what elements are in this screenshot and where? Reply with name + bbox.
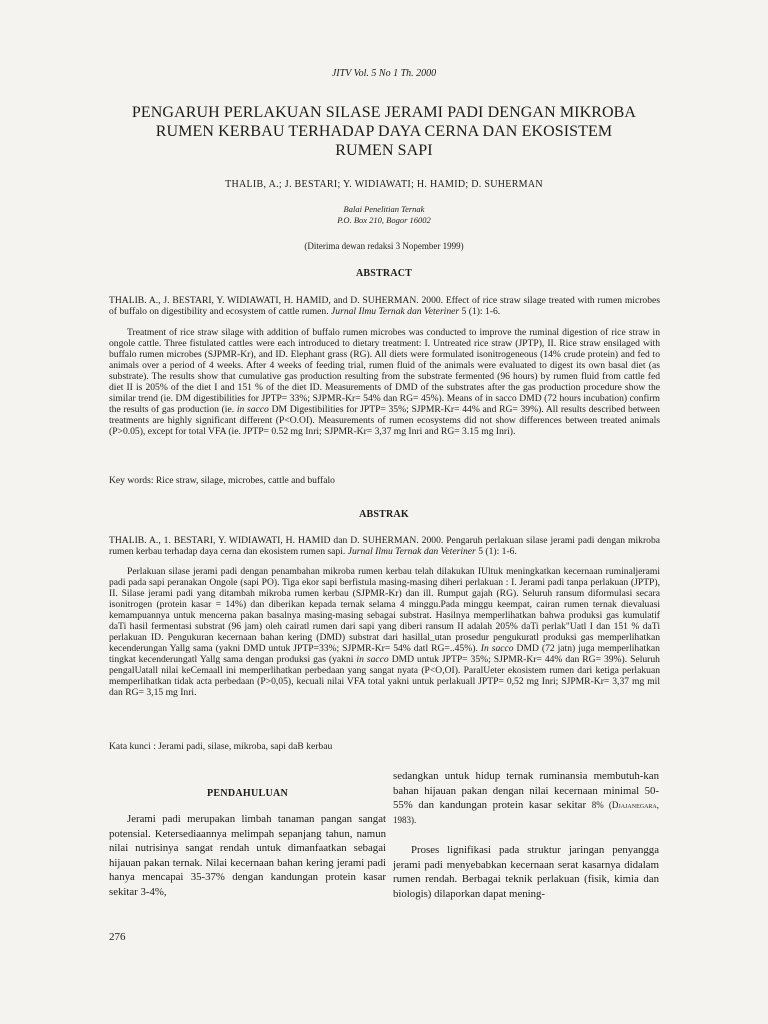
abstract-body [109, 327, 660, 437]
page-number: 276 [109, 931, 126, 943]
abstract-text: DM Digestibilities for JPTP= 35%; SJPMR-Kr= 44% and RG= 39%). All results described between treatments are highly significant different (P<O.OI). Measurements of rumen ecosystems did not show differences between treated animals (P>0.05), except for total VFA (ie. JPTP= 0.52 mg Inri; SJPMR-Kr= 3,37 mg Inri and RG= 3.15 mg Inri). [109, 404, 660, 437]
abstrak-citation [109, 535, 660, 557]
intro-text: Jerami padi merupakan limbah tanaman pangan sangat potensial. Ketersediaannya melimpah sepanjang tahun, namun nilai nutrisinya sangat rendah untuk dimanfaatkan sebagai hijauan pakan ternak. Nilai kecernaan bahan kering jerami padi hanya mencapai 35-37% dengan kandungan protein kasar sekitar 3-4%, [109, 813, 386, 898]
intro-right-paragraph-2 [393, 843, 659, 901]
paper-title [100, 103, 668, 160]
institution: Balai Penelitian Ternak [343, 204, 425, 214]
address: P.O. Box 210, Bogor 16002 [337, 215, 431, 225]
received-date: (Diterima dewan redaksi 3 Nopember 1999) [304, 241, 464, 251]
abstrak-keywords: Kata kunci : Jerami padi, silase, mikroba, sapi daB kerbau [109, 741, 333, 752]
author-list: THALIB, A.; J. BESTARI; Y. WIDIAWATI; H. HAMID; D. SUHERMAN [225, 179, 543, 190]
intro-left-paragraph [109, 812, 386, 899]
citation-tail: 5 (1): 1-6. [478, 546, 517, 557]
title-line: PENGARUH PERLAKUAN SILASE JERAMI PADI DENGAN MIKROBA [131, 104, 637, 121]
citation-journal: Jurnal Ilmu Ternak dan Veteriner [347, 546, 476, 557]
intro-text: Proses lignifikasi pada struktur jaringan penyangga jerami padi menyebabkan kecernaan serat kasarnya didalam rumen rendah. Berbagai teknik perlakuan (fisik, kimia dan biologis) dilaporkan dapat mening- [393, 844, 659, 900]
journal-header: JITV Vol. 5 No 1 Th. 2000 [331, 68, 437, 79]
citation-text: THALIB. A., 1. BESTARI, Y. WIDIAWATI, H. HAMID dan D. SUHERMAN. 2000. Pengaruh perlakuan silase jerami padi dengan mikroba rumen kerbau terhadap daya cerna dan ekosistem rumen sapi. [109, 535, 660, 557]
abstrak-in-sacco: In sacco [480, 643, 514, 654]
abstrak-heading: ABSTRAK [359, 509, 409, 520]
abstract-in-sacco: in sacco [236, 404, 269, 415]
abstrak-text: DMD untuk JPTP= 35%; SJPMR-Kr= 44% dan RG= 39%). Seluruh pengalUatall nilai keCemaall ini memperlihatkan perbedaan yang sangat nyata (P<O,OI). ParalUeter ekosistem rumen dari ketiga perlakuan memperlihatkan tidak acta perbedaan (P>0,05), kecuali nilai VFA total yakni untuk perlakuall JPTP= 0,52 mg Inri; SJPMR-Kr= 3,37 mg mil dan RG= 3,15 mg Inri. [109, 654, 660, 698]
abstract-keywords: Key words: Rice straw, silage, microbes, cattle and buffalo [109, 475, 335, 486]
abstrak-in-sacco: in sacco [356, 654, 389, 665]
title-line: RUMEN SAPI [335, 142, 433, 159]
intro-citation: 8% (Djajanegara, 1983). [393, 800, 659, 825]
citation-tail: 5 (1): 1-6. [461, 306, 501, 317]
abstract-heading: ABSTRACT [355, 268, 413, 279]
citation-text: THALIB. A., J. BESTARI, Y. WIDIAWATI, H. HAMID, and D. SUHERMAN. 2000. Effect of rice straw silage treated with rumen microbes of buffalo on digestibility and ecosystem of cattle rumen. [109, 295, 660, 317]
section-heading-pendahuluan: PENDAHULUAN [206, 788, 289, 799]
affiliation [0, 204, 768, 226]
citation-journal: Jurnal Ilmu Ternak dan Veteriner [331, 306, 460, 317]
abstrak-text: Perlakuan silase jerami padi dengan penambahan mikroba rumen kerbau telah dilakukan IUltuk meningkatkan kecernaan ruminaljerami padi pada sapi peranakan Ongole (sapi PO). Tiga ekor sapi berfistula masing-masing diheri perlakuan : I. Jerami padi tanpa perlakuan (JPTP), II. Silase jerami padi yang ditambah mikroba rumen kerbau (SJPMR-Kr) dan ill. Rumput gajah (RG). Seluruh ransum diformulasi secara isonitrogen (protein kasar = 14%) dan diberikan kepada ternak selama 4 minggu.Pada minggu keempat, cairan rumen ternak dievaluasi kemampuannya untuk mencerna pakan basalnya masing-masing sebagai substrat. Hasilnya memperlihatkan bahwa produksi gas kumulatif daTi hasil fermentasi substrat (96 jam) oleh cairatl rumen dari sapi yang diberi ransum II adalah 205% daTi perlak"Uatl I dan 151 % daTi perlakuan ID. Pengukuran kecernaan bahan kering (DMD) substrat dari hasillal_utan prosedur pengukuratl produksi gas memperlihatkan kecenderungan Yallg sama (yakni DMD untuk JPTP=33%; SJPMR-Kr= 54% datl RG=..45%). [109, 566, 660, 654]
intro-text: sedangkan untuk hidup ternak ruminansia membutuh-kan bahan hijauan pakan dengan nilai kecernaan minimal 50-55% dan kandungan protein kasar sekitar [393, 770, 659, 811]
title-line: RUMEN KERBAU TERHADAP DAYA CERNA DAN EKOSISTEM [155, 123, 613, 140]
abstrak-text: DMD (72 jatn) juga memperlihatkan tingkat kecenderungatl Yallg sama dengan produksi gas (yakni [109, 643, 660, 665]
abstract-text: Treatment of rice straw silage with addition of buffalo rumen microbes was conducted to improve the ruminal digestion of rice straw in ongole cattle. Three fistulated cattles were each introduced to dietary treatment: I. Untreated rice straw (JPTP), II. Rice straw ensilaged with buffalo rumen microbes (SJPMR-Kr), and ID. Elephant grass (RG). All diets were formulated isonitrogeneous (14% crude protein) and fed to animals over a period of 4 weeks. After 4 weeks of feeding trial, rumen fluid of the animals were evaluated to digest its own basal diet (as substrate). The results show that cumulative gas production resulting from the substrate fermented (96 hours) by rumen fluid from cattle fed diet II is 205% of the diet I and 151 % of the diet ID. Measurements of DMD of the substrates after the gas production procedure show the similar trend (ie. DM digestibilities for JPTP= 33%; SJPMR-Kr= 54% dan RG= 45%). Means of in sacco DMD (72 hours incubation) confirm the results of gas production (ie. [109, 327, 660, 415]
abstrak-body [109, 566, 660, 698]
abstract-citation [109, 295, 660, 317]
intro-right-paragraph-1 [393, 769, 659, 827]
